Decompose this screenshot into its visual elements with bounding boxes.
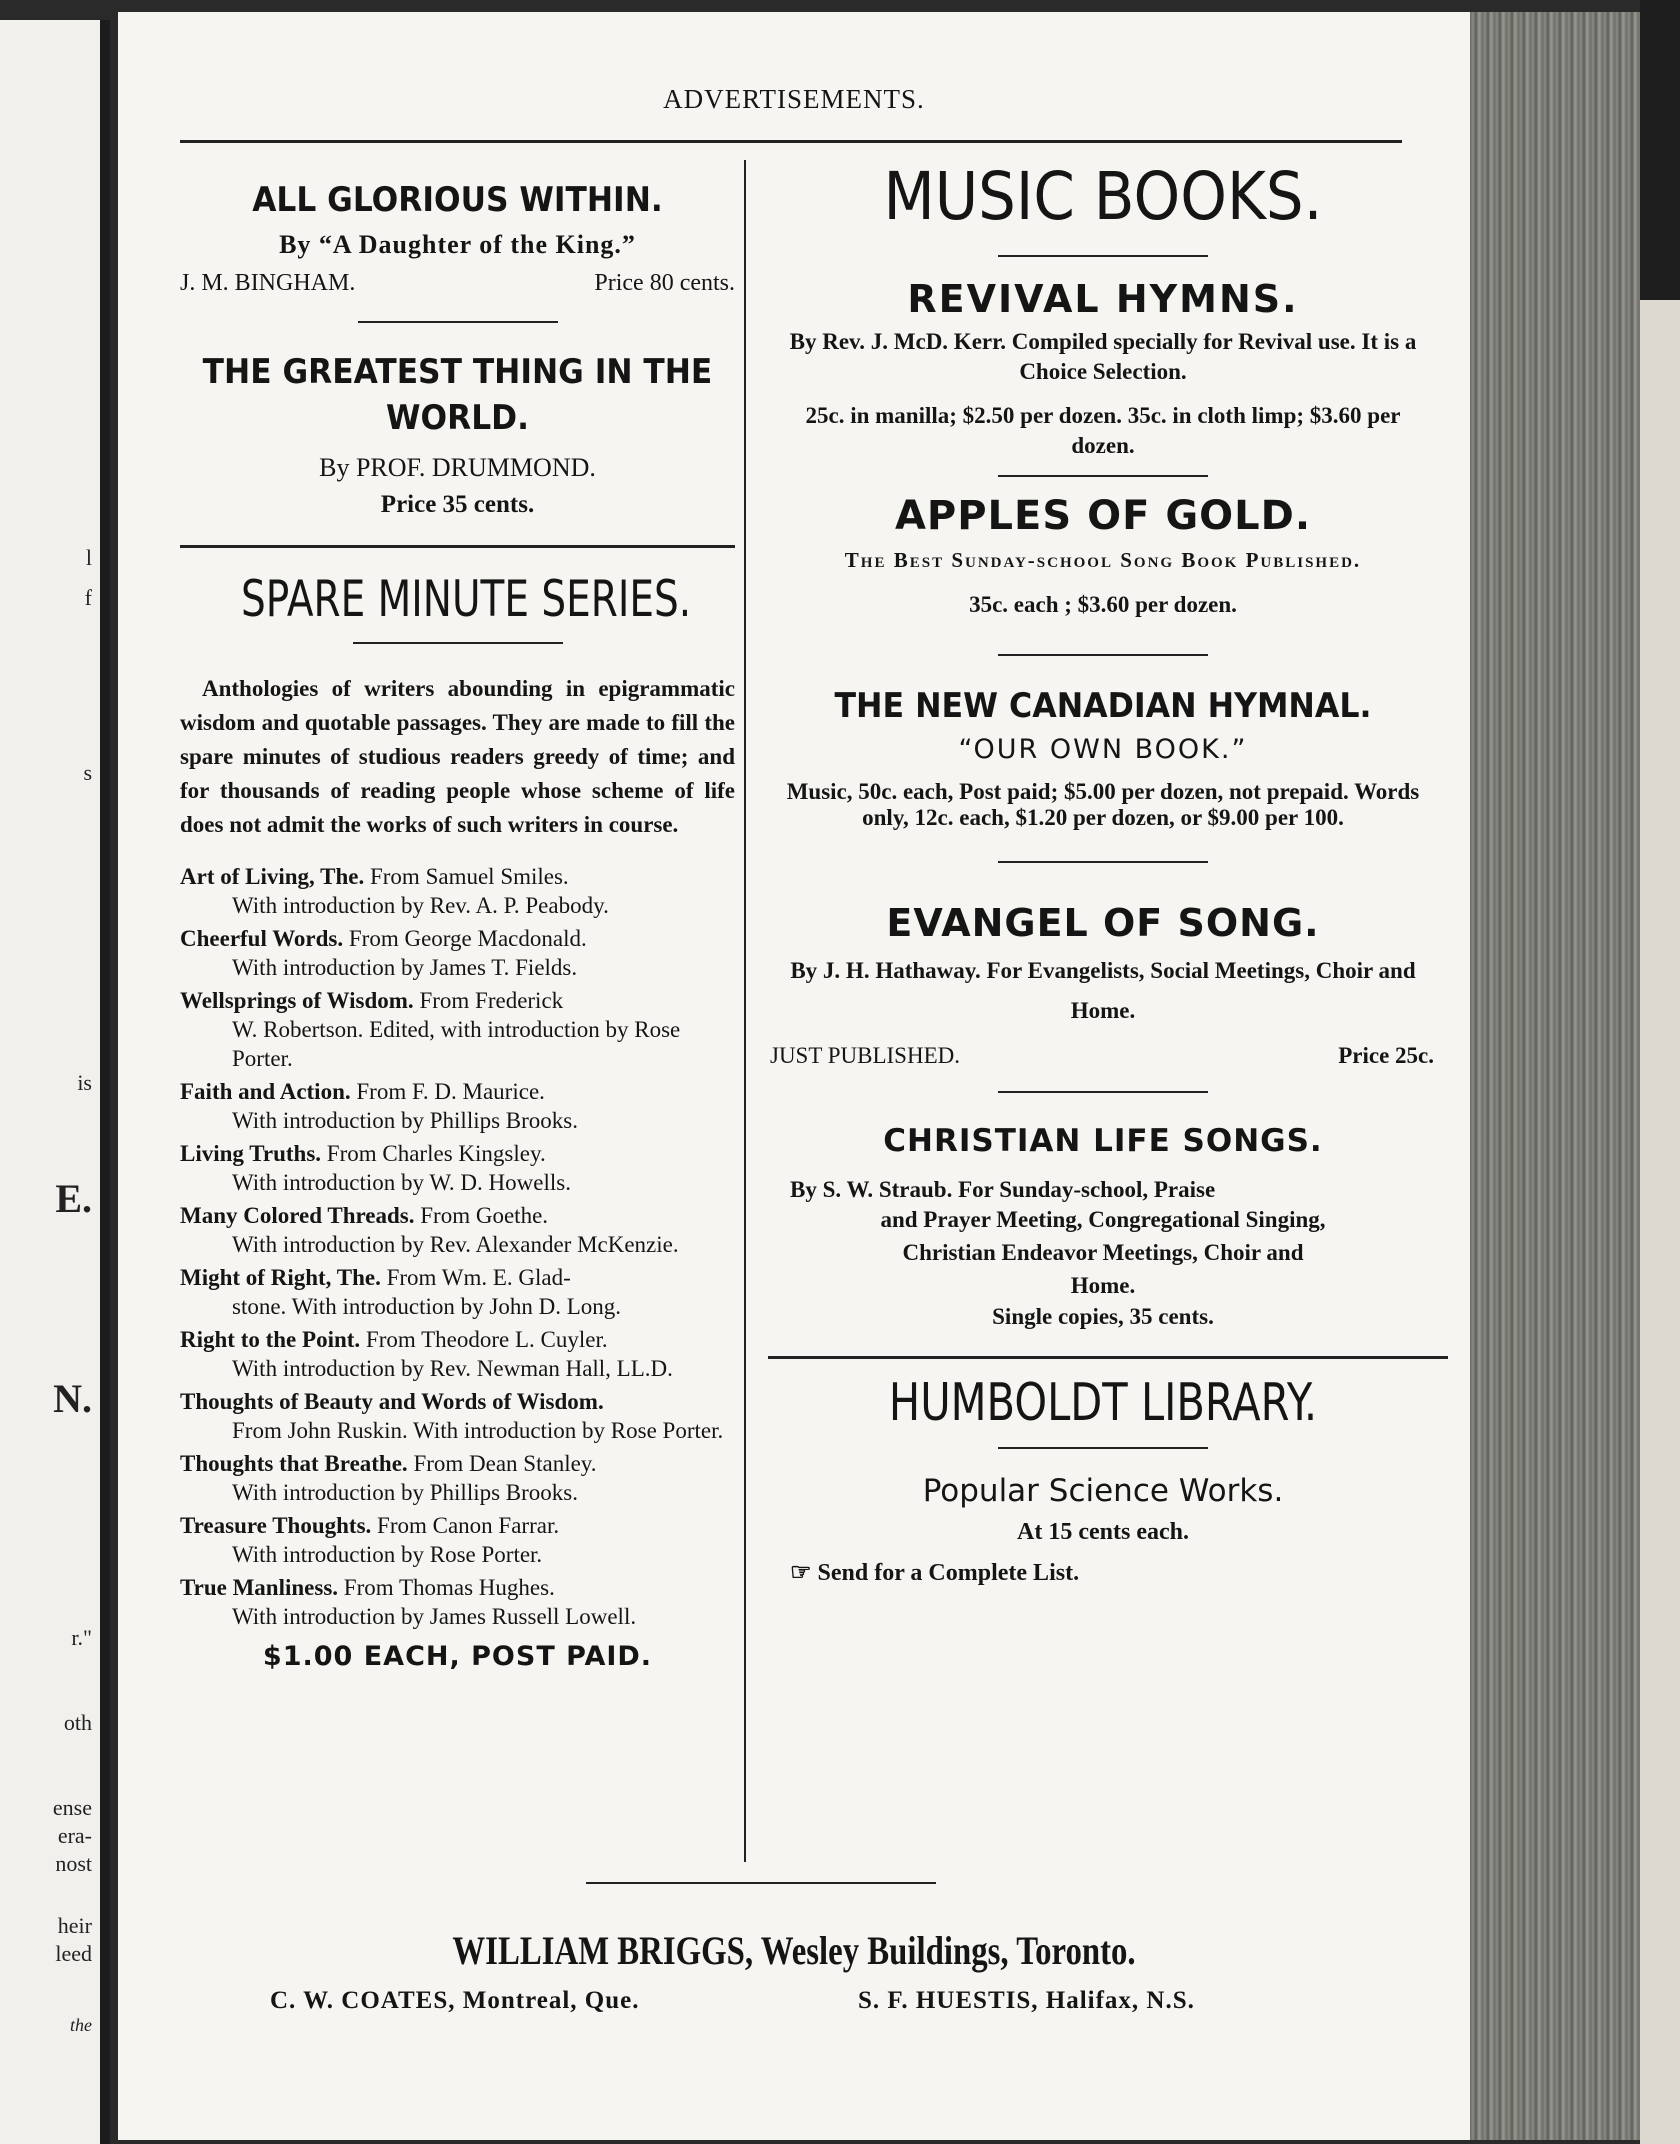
facing-page-fragment: is [77, 1070, 92, 1095]
facing-page-fragment: heir [57, 1913, 92, 1938]
column-divider [744, 160, 746, 1862]
list-item: Many Colored Threads. From Goethe. With introduction by Rev. Alexander McKenzie. [180, 1203, 679, 1257]
separator-rule [998, 1447, 1208, 1449]
page-header: ADVERTISEMENTS. [663, 84, 925, 114]
facing-page-fragment: the [70, 2015, 92, 2035]
facing-page-fragment: f [84, 585, 92, 610]
title-line: THE GREATEST THING IN THE [202, 352, 713, 392]
facing-page-fragment: r." [71, 1625, 92, 1650]
facing-page-fragment: N. [53, 1376, 92, 1421]
ad-note [758, 1558, 1448, 1587]
list-item: Faith and Action. From F. D. Maurice. With introduction by Phillips Brooks. [180, 1079, 578, 1133]
left-column [180, 172, 735, 1672]
header-rule [180, 140, 1402, 143]
section-heading-music-books: MUSIC BOOKS. [883, 158, 1323, 235]
footer-agent-montreal: C. W. COATES, Montreal, Que. [270, 1987, 640, 2014]
book-spine [1470, 12, 1640, 2140]
facing-page-fragment: E. [55, 1176, 92, 1221]
facing-page-fragment: nost [55, 1851, 92, 1876]
ad-note-text: Send for a Complete List. [817, 1559, 1080, 1586]
list-item: Thoughts that Breathe. From Dean Stanley. With introduction by Phillips Brooks. [180, 1451, 597, 1505]
ad-status-price-row [758, 1043, 1448, 1069]
ad-description: By Rev. J. McD. Kerr. Compiled specially for Revival use. It is a Choice Selection. [789, 329, 1417, 384]
ad-byline: By “A Daughter of the King.” [279, 230, 636, 259]
facing-page-fragment: s [83, 760, 92, 785]
separator-rule [998, 475, 1208, 477]
facing-page-fragment: ense [52, 1795, 92, 1820]
ad-price: 35c. each ; $3.60 per dozen. [969, 591, 1237, 617]
separator-rule [768, 1356, 1448, 1359]
facing-page-fragment: l [85, 545, 92, 570]
ad-price: Price 35 cents. [380, 491, 535, 518]
ad-description: and Prayer Meeting, Congregational Singing, Christian Endeavor Meetings, Choir and Home. [880, 1206, 1326, 1298]
list-item: Thoughts of Beauty and Words of Wisdom. From John Ruskin. With introduction by Rose Porter. [180, 1389, 724, 1443]
separator-rule [180, 545, 735, 548]
ad-title-new-canadian-hymnal: THE NEW CANADIAN HYMNAL. [834, 685, 1372, 726]
list-item: True Manliness. From Thomas Hughes. With introduction by James Russell Lowell. [180, 1575, 637, 1629]
separator-rule [998, 1091, 1208, 1093]
ad-price: At 15 cents each. [1017, 1518, 1189, 1545]
ad-price: Price 25c. [1338, 1042, 1434, 1068]
ad-price: 25c. in manilla; $2.50 per dozen. 35c. in cloth limp; $3.60 per dozen. [805, 402, 1401, 458]
ad-title-revival-hymns: REVIVAL HYMNS. [907, 277, 1299, 321]
ad-description-first-line: By S. W. Straub. For Sunday-school, Praise [790, 1176, 1216, 1202]
ad-title-christian-life-songs: CHRISTIAN LIFE SONGS. [883, 1122, 1323, 1159]
ad-title-spare-minute-series: SPARE MINUTE SERIES. [241, 570, 692, 628]
advertisement-page [118, 12, 1470, 2140]
list-item: Art of Living, The. From Samuel Smiles. With introduction by Rev. A. P. Peabody. [180, 864, 609, 918]
ad-description: By J. H. Hathaway. For Evangelists, Social Meetings, Choir and Home. [790, 957, 1416, 1023]
publisher-name: J. M. BINGHAM. [180, 270, 356, 296]
title-line: WORLD. [386, 398, 529, 438]
separator-rule [998, 861, 1208, 863]
facing-page-edge [0, 20, 110, 2144]
list-item: Right to the Point. From Theodore L. Cuyler. With introduction by Rev. Newman Hall, LL.D. [180, 1327, 673, 1381]
page-edge [1640, 300, 1680, 2144]
ad-price: Single copies, 35 cents. [992, 1303, 1214, 1329]
ad-author: By PROF. DRUMMOND. [319, 453, 596, 482]
footer-agent-halifax: S. F. HUESTIS, Halifax, N.S. [858, 1987, 1195, 2014]
ad-publisher-price-row [180, 270, 735, 297]
list-item: Cheerful Words. From George Macdonald. With introduction by James T. Fields. [180, 926, 587, 980]
ad-subtitle: “OUR OWN BOOK.” [958, 733, 1248, 765]
list-item: Treasure Thoughts. From Canon Farrar. With introduction by Rose Porter. [180, 1513, 560, 1567]
background-edge [1640, 0, 1680, 300]
series-description: Anthologies of writers abounding in epigrammatic wisdom and quotable passages. They are made to fill the spare minutes of studious readers greedy of time; and for thousands of reading people whose scheme of life does not admit the works of such writers in course. [180, 676, 735, 837]
separator-rule [998, 255, 1208, 257]
ad-subtitle: Popular Science Works. [922, 1472, 1284, 1509]
list-item: Might of Right, The. From Wm. E. Glad- stone. With introduction by John D. Long. [180, 1265, 621, 1319]
ad-title-all-glorious-within: ALL GLORIOUS WITHIN. [252, 180, 663, 220]
separator-rule [358, 321, 558, 323]
separator-rule [998, 654, 1208, 656]
separator-rule [353, 642, 563, 644]
pointing-hand-icon: ☞ [790, 1559, 812, 1586]
ad-title-apples-of-gold: APPLES OF GOLD. [894, 492, 1312, 539]
series-entries [180, 862, 735, 1631]
facing-page-fragment: leed [55, 1941, 92, 1966]
ad-title-greatest-thing [202, 349, 713, 441]
ad-title-evangel-of-song: EVANGEL OF SONG. [886, 900, 1320, 945]
ad-status: JUST PUBLISHED. [770, 1042, 960, 1068]
series-price: $1.00 EACH, POST PAID. [262, 1641, 653, 1672]
list-item: Wellsprings of Wisdom. From Frederick W. Robertson. Edited, with introduction by Rose Porter. [180, 988, 681, 1071]
facing-page-fragment: oth [63, 1710, 92, 1735]
ad-price: Music, 50c. each, Post paid; $5.00 per dozen, not prepaid. Words only, 12c. each, $1.20 per dozen, or $9.00 per 100. [786, 778, 1420, 830]
footer-rule [586, 1882, 936, 1884]
footer-publisher: WILLIAM BRIGGS, Wesley Buildings, Toronto. [452, 1928, 1136, 1973]
section-heading-humboldt-library: HUMBOLDT LIBRARY. [888, 1372, 1318, 1433]
ad-description: The Best Sunday-school Song Book Published. [844, 547, 1362, 572]
facing-page-fragment: era- [57, 1823, 92, 1848]
list-item: Living Truths. From Charles Kingsley. With introduction by W. D. Howells. [180, 1141, 571, 1195]
right-column [758, 157, 1448, 1587]
ad-price: Price 80 cents. [594, 270, 735, 296]
